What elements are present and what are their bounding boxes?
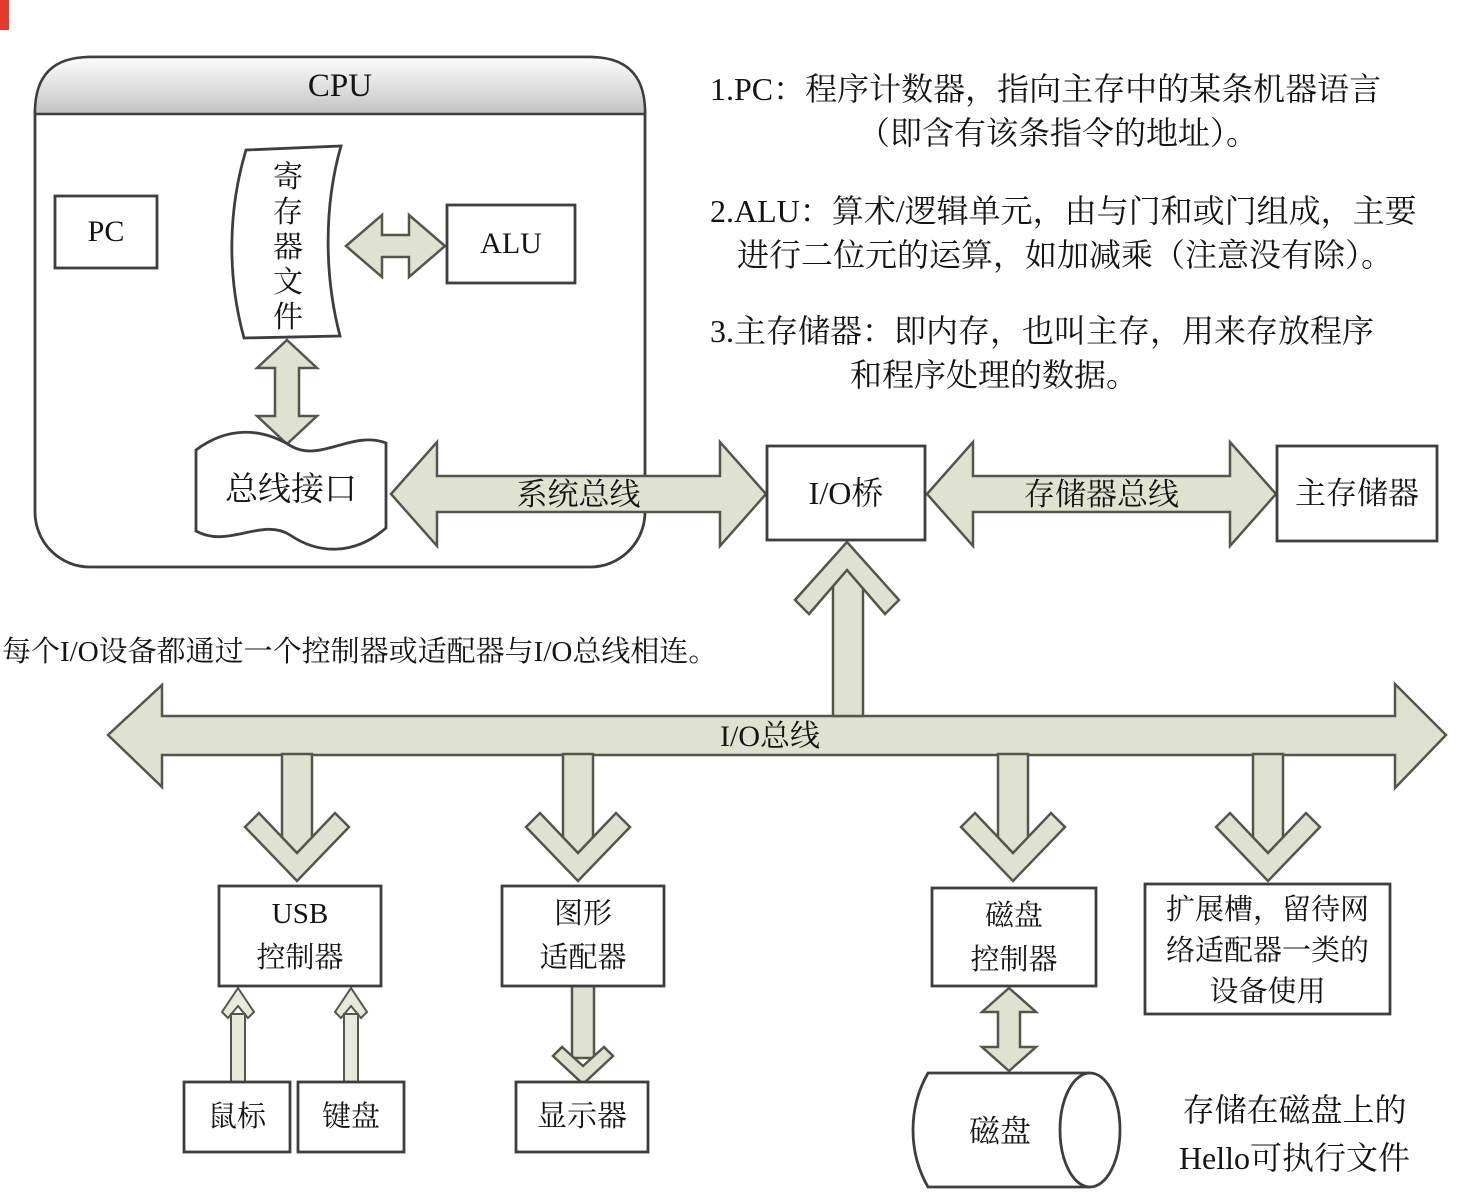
io-bridge-label: I/O桥 <box>808 475 884 511</box>
display-label: 显示器 <box>537 1100 627 1133</box>
main-memory-label: 主存储器 <box>1295 476 1419 511</box>
note1-line1: 1.PC：程序计数器，指向主存中的某条机器语言 <box>710 71 1382 107</box>
diskctrl-down-arrow-stem <box>998 754 1028 852</box>
expansion-slot-label <box>1145 890 1390 1013</box>
graphics-adapter-line1: 图形 <box>553 898 612 930</box>
mouse-label: 鼠标 <box>207 1101 266 1133</box>
expansion-down-arrow-stem <box>1253 754 1283 852</box>
usb-down-arrow-stem <box>282 754 312 852</box>
note3-line2: 和程序处理的数据。 <box>850 357 1139 393</box>
display-down-arrow-stem <box>572 986 594 1058</box>
note2-line2: 进行二位元的运算，如加减乘（注意没有除）。 <box>737 237 1394 273</box>
usb-controller-line1: USB <box>271 898 329 930</box>
note3-line1: 3.主存储器：即内存，也叫主存，用来存放程序 <box>710 313 1375 349</box>
note2-line1: 2.ALU：算术/逻辑单元，由与门和或门组成，主要 <box>710 193 1417 229</box>
mouse-up-arrow-stem <box>231 1014 245 1082</box>
memory-bus-label: 存储器总线 <box>1024 477 1179 512</box>
usb-controller-label <box>219 892 381 980</box>
register-file-label: 寄存器文件 <box>273 161 303 334</box>
cpu-title: CPU <box>307 68 373 104</box>
graphics-adapter-label <box>502 892 664 980</box>
disk-note <box>1147 1086 1442 1182</box>
disk-double-arrow <box>982 988 1036 1071</box>
disk-controller-line2: 控制器 <box>970 944 1058 976</box>
system-bus-label: 系统总线 <box>516 477 641 512</box>
expansion-slot-line3: 设备使用 <box>1209 976 1326 1008</box>
iobridge-up-arrow-stem <box>833 564 863 716</box>
bus-interface-label: 总线接口 <box>225 472 357 508</box>
graphics-down-arrow-stem <box>563 754 593 852</box>
disk-note-line2: Hello可执行文件 <box>1178 1140 1411 1176</box>
expansion-slot-line1: 扩展槽，留待网 <box>1165 894 1369 926</box>
red-corner-mark <box>0 0 9 30</box>
expansion-slot-line2: 络适配器一类的 <box>1165 935 1369 967</box>
keyboard-label: 键盘 <box>321 1101 380 1133</box>
io-bus-label: I/O总线 <box>720 720 820 753</box>
graphics-adapter-line2: 适配器 <box>539 942 627 974</box>
disk-controller-label <box>932 894 1096 982</box>
disk-label: 磁盘 <box>969 1114 1031 1149</box>
disk-note-line1: 存储在磁盘上的 <box>1182 1092 1407 1128</box>
alu-label: ALU <box>480 227 542 260</box>
note1-line2: （即含有该条指令的地址）。 <box>858 115 1259 151</box>
keyboard-up-arrow-stem <box>344 1014 358 1082</box>
pc-label: PC <box>87 215 125 248</box>
io-caption: 每个I/O设备都通过一个控制器或适配器与I/O总线相连。 <box>2 636 718 668</box>
disk-controller-line1: 磁盘 <box>984 900 1043 932</box>
usb-controller-line2: 控制器 <box>256 942 344 974</box>
